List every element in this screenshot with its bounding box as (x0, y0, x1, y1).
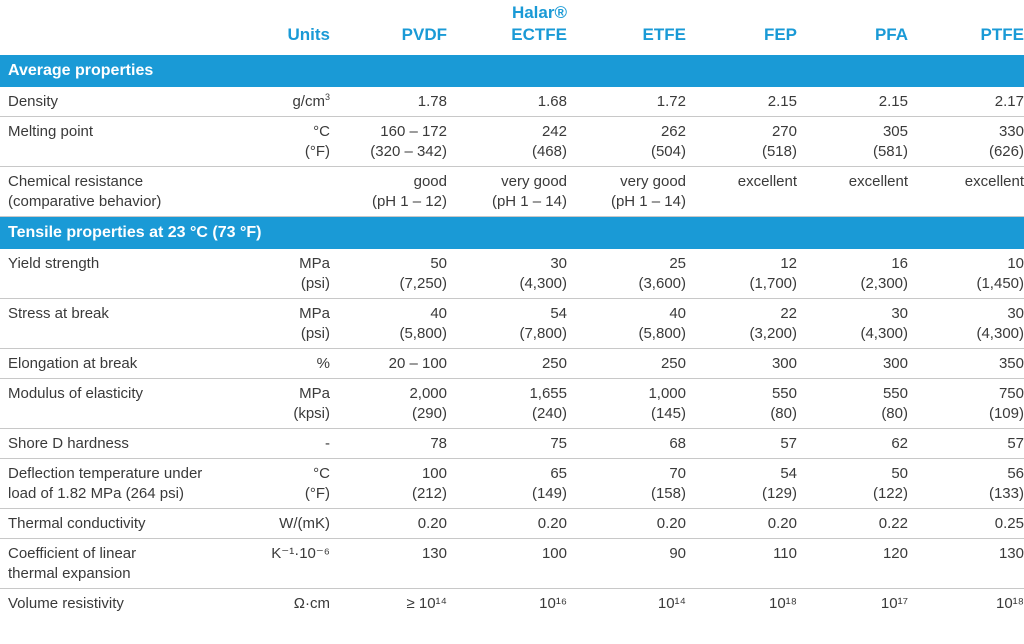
value-cell (567, 249, 686, 299)
unit-label: °C (313, 465, 330, 482)
value-text: 550 (771, 385, 797, 402)
value-cell (447, 249, 567, 299)
value-cell (447, 167, 567, 217)
header-col-main: ETFE (642, 25, 686, 44)
value-cell (686, 167, 797, 217)
value-text: (468) (531, 143, 567, 160)
value-cell (567, 87, 686, 117)
value-cell (797, 87, 908, 117)
value-cell (908, 429, 1024, 459)
value-text: (3,200) (749, 325, 797, 342)
value-cell (686, 299, 797, 349)
value-text: 110 (773, 545, 797, 562)
table-row (0, 349, 1024, 379)
value-cell (567, 539, 686, 589)
unit-label: (°F) (304, 143, 330, 160)
unit-label: (°F) (304, 485, 330, 502)
value-cell (797, 539, 908, 589)
value-text: 2.17 (994, 93, 1024, 110)
value-cell (686, 539, 797, 589)
value-text: 62 (891, 435, 908, 452)
value-cell (686, 87, 797, 117)
value-cell (908, 379, 1024, 429)
value-cell (797, 299, 908, 349)
table-row (0, 249, 1024, 299)
value-text: (518) (761, 143, 797, 160)
value-cell (567, 379, 686, 429)
value-text: 12 (780, 255, 797, 272)
value-cell (447, 509, 567, 539)
unit-label: W/(mK) (279, 515, 330, 532)
value-text: 100 (421, 465, 447, 482)
property-cell (0, 117, 245, 167)
property-label: Volume resistivity (8, 595, 124, 612)
value-cell (447, 299, 567, 349)
value-text: (1,450) (976, 275, 1024, 292)
value-cell (908, 509, 1024, 539)
property-cell (0, 349, 245, 379)
table-row (0, 509, 1024, 539)
value-text: 0.20 (767, 515, 797, 532)
property-label: Density (8, 93, 59, 110)
value-text: 10¹⁶ (539, 595, 567, 612)
header-col-main: FEP (763, 25, 797, 44)
value-text: 40 (669, 305, 686, 322)
value-text: 0.25 (994, 515, 1024, 532)
header-col-main: PTFE (980, 25, 1024, 44)
value-text: 30 (1007, 305, 1024, 322)
value-cell (797, 117, 908, 167)
value-text: (1,700) (749, 275, 797, 292)
value-cell (330, 87, 447, 117)
value-cell (567, 509, 686, 539)
value-text: 0.22 (878, 515, 908, 532)
unit-label: (kpsi) (293, 405, 330, 422)
value-cell (686, 459, 797, 509)
property-cell (0, 249, 245, 299)
value-text: 50 (891, 465, 908, 482)
table-row (0, 539, 1024, 589)
unit-cell (245, 249, 330, 299)
value-cell (330, 299, 447, 349)
value-text: (145) (650, 405, 686, 422)
value-text: 300 (882, 355, 908, 372)
value-cell (447, 117, 567, 167)
property-cell (0, 87, 245, 117)
value-text: 100 (541, 545, 567, 562)
unit-cell (245, 539, 330, 589)
value-text: excellent (737, 173, 797, 190)
property-label: (comparative behavior) (8, 193, 162, 210)
value-text: 54 (780, 465, 797, 482)
value-text: (122) (872, 485, 908, 502)
value-text: 22 (780, 305, 797, 322)
value-text: very good (501, 173, 567, 190)
value-text: (7,250) (399, 275, 447, 292)
value-cell (797, 459, 908, 509)
unit-cell (245, 379, 330, 429)
unit-label: % (316, 355, 330, 372)
value-text: very good (620, 173, 686, 190)
header-units: Units (287, 25, 330, 44)
value-text: (129) (761, 485, 797, 502)
value-text: (4,300) (860, 325, 908, 342)
property-label: Modulus of elasticity (8, 385, 144, 402)
value-cell (686, 349, 797, 379)
value-cell (567, 429, 686, 459)
value-text: 54 (550, 305, 567, 322)
value-cell (330, 539, 447, 589)
value-cell (908, 539, 1024, 589)
property-cell (0, 589, 245, 619)
property-cell (0, 459, 245, 509)
value-text: 120 (882, 545, 908, 562)
value-text: 0.20 (656, 515, 686, 532)
value-text: (7,800) (519, 325, 567, 342)
value-text: 750 (998, 385, 1024, 402)
header-col-4 (797, 0, 908, 55)
value-cell (447, 589, 567, 619)
value-text: (581) (872, 143, 908, 160)
unit-label: g/cm (292, 93, 325, 110)
value-text: 65 (550, 465, 567, 482)
value-text: 10 (1007, 255, 1024, 272)
table-row (0, 87, 1024, 117)
value-text: 25 (669, 255, 686, 272)
value-text: (4,300) (519, 275, 567, 292)
value-cell (686, 429, 797, 459)
section-header-row (0, 217, 1024, 250)
value-text: 2.15 (767, 93, 797, 110)
header-col-main: PFA (874, 25, 908, 44)
table-row (0, 167, 1024, 217)
value-cell (797, 429, 908, 459)
property-label: Melting point (8, 123, 94, 140)
value-cell (447, 379, 567, 429)
property-label: Chemical resistance (8, 173, 144, 190)
value-text: (290) (411, 405, 447, 422)
unit-cell (245, 117, 330, 167)
unit-label: (psi) (300, 275, 330, 292)
unit-cell (245, 459, 330, 509)
unit-superscript: 3 (324, 92, 330, 102)
value-cell (797, 379, 908, 429)
table-body (0, 55, 1024, 618)
value-cell (330, 167, 447, 217)
value-text: 350 (998, 355, 1024, 372)
unit-label: MPa (299, 305, 330, 322)
value-text: 330 (998, 123, 1024, 140)
section-header-row (0, 55, 1024, 87)
value-text: 0.20 (417, 515, 447, 532)
table-row (0, 459, 1024, 509)
unit-label: (psi) (300, 325, 330, 342)
property-label: Coefficient of linear (8, 545, 137, 562)
value-text: 30 (550, 255, 567, 272)
header-col-5 (908, 0, 1024, 55)
value-cell (567, 167, 686, 217)
value-text: 270 (771, 123, 797, 140)
value-text: good (413, 173, 447, 190)
property-label: load of 1.82 MPa (264 psi) (8, 485, 184, 502)
value-text: 300 (771, 355, 797, 372)
value-text: excellent (964, 173, 1024, 190)
property-cell (0, 167, 245, 217)
section-title: Tensile properties at 23 °C (73 °F) (0, 217, 1024, 250)
value-cell (908, 459, 1024, 509)
value-cell (330, 249, 447, 299)
value-cell (908, 167, 1024, 217)
value-cell (797, 249, 908, 299)
property-cell (0, 299, 245, 349)
value-cell (447, 429, 567, 459)
unit-label: - (325, 435, 330, 452)
property-cell (0, 539, 245, 589)
value-cell (908, 589, 1024, 619)
value-text: (320 – 342) (370, 143, 447, 160)
value-text: 305 (882, 123, 908, 140)
unit-cell (245, 349, 330, 379)
value-cell (330, 589, 447, 619)
value-text: 160 – 172 (380, 123, 447, 140)
value-cell (567, 459, 686, 509)
value-text: (pH 1 – 14) (491, 193, 567, 210)
unit-label: K⁻¹·10⁻⁶ (271, 545, 330, 562)
property-cell (0, 509, 245, 539)
value-text: 130 (421, 545, 447, 562)
value-cell (797, 509, 908, 539)
value-text: 75 (550, 435, 567, 452)
unit-cell (245, 429, 330, 459)
property-label: Deflection temperature under (8, 465, 203, 482)
header-row (0, 0, 1024, 55)
value-cell (567, 349, 686, 379)
header-col-main: ECTFE (511, 25, 567, 44)
value-text: 130 (998, 545, 1024, 562)
value-text: 10¹⁸ (995, 595, 1024, 612)
value-cell (686, 379, 797, 429)
value-text: 70 (669, 465, 686, 482)
value-cell (330, 117, 447, 167)
value-text: (pH 1 – 12) (371, 193, 447, 210)
value-cell (330, 429, 447, 459)
table-row (0, 379, 1024, 429)
value-text: (5,800) (638, 325, 686, 342)
value-text: (133) (988, 485, 1024, 502)
value-cell (567, 117, 686, 167)
table-row (0, 429, 1024, 459)
unit-label: MPa (299, 385, 330, 402)
value-cell (908, 349, 1024, 379)
value-text: 16 (891, 255, 908, 272)
value-cell (567, 299, 686, 349)
value-text: (5,800) (399, 325, 447, 342)
value-text: (626) (988, 143, 1024, 160)
value-cell (686, 117, 797, 167)
value-cell (908, 249, 1024, 299)
value-text: 56 (1007, 465, 1024, 482)
value-cell (447, 539, 567, 589)
value-cell (908, 87, 1024, 117)
value-cell (908, 117, 1024, 167)
value-cell (330, 379, 447, 429)
section-title: Average properties (0, 55, 1024, 87)
value-cell (797, 349, 908, 379)
header-col-2 (567, 0, 686, 55)
value-cell (908, 299, 1024, 349)
header-col-3 (686, 0, 797, 55)
property-cell (0, 379, 245, 429)
value-text: (80) (881, 405, 908, 422)
value-cell (447, 87, 567, 117)
value-text: 78 (430, 435, 447, 452)
value-text: (212) (411, 485, 447, 502)
header-col-top: Halar® (511, 3, 567, 22)
property-label: Yield strength (8, 255, 100, 272)
value-text: 0.20 (537, 515, 567, 532)
value-cell (567, 589, 686, 619)
unit-cell (245, 167, 330, 217)
value-text: (149) (531, 485, 567, 502)
value-cell (686, 589, 797, 619)
unit-label: °C (313, 123, 330, 140)
property-label: Shore D hardness (8, 435, 129, 452)
value-text: 40 (430, 305, 447, 322)
value-text: 1.72 (656, 93, 686, 110)
value-text: (158) (650, 485, 686, 502)
value-text: 90 (669, 545, 686, 562)
value-cell (330, 459, 447, 509)
value-text: 10¹⁸ (768, 595, 797, 612)
value-text: 1.78 (417, 93, 447, 110)
value-text: 1,000 (648, 385, 686, 402)
value-cell (330, 349, 447, 379)
value-text: 2,000 (409, 385, 447, 402)
value-text: 250 (660, 355, 686, 372)
value-text: (2,300) (860, 275, 908, 292)
value-text: 68 (669, 435, 686, 452)
unit-label: MPa (299, 255, 330, 272)
value-text: 1.68 (537, 93, 567, 110)
property-label: thermal expansion (8, 565, 131, 582)
value-text: 30 (891, 305, 908, 322)
header-col-0 (330, 0, 447, 55)
unit-cell (245, 589, 330, 619)
table-row (0, 299, 1024, 349)
property-label: Stress at break (8, 305, 109, 322)
value-text: 10¹⁴ (657, 595, 686, 612)
value-text: 10¹⁷ (880, 595, 908, 612)
value-text: 242 (541, 123, 567, 140)
value-text: 57 (780, 435, 797, 452)
unit-cell (245, 87, 330, 117)
value-text: (109) (988, 405, 1024, 422)
value-text: (504) (650, 143, 686, 160)
value-cell (330, 509, 447, 539)
table-row (0, 117, 1024, 167)
value-text: (80) (770, 405, 797, 422)
value-text: 250 (541, 355, 567, 372)
value-text: 2.15 (878, 93, 908, 110)
value-text: (3,600) (638, 275, 686, 292)
value-text: 20 – 100 (388, 355, 447, 372)
value-text: 57 (1007, 435, 1024, 452)
property-label: Thermal conductivity (8, 515, 146, 532)
value-cell (447, 459, 567, 509)
value-text: 262 (660, 123, 686, 140)
property-cell (0, 429, 245, 459)
header-col-1 (447, 0, 567, 55)
value-cell (797, 167, 908, 217)
value-cell (686, 509, 797, 539)
property-label: Elongation at break (8, 355, 138, 372)
value-cell (447, 349, 567, 379)
value-cell (686, 249, 797, 299)
value-text: 550 (882, 385, 908, 402)
value-text: ≥ 10¹⁴ (406, 595, 447, 612)
value-text: 1,655 (529, 385, 567, 402)
header-col-main: PVDF (401, 25, 447, 44)
unit-cell (245, 509, 330, 539)
value-text: (4,300) (976, 325, 1024, 342)
value-text: (240) (531, 405, 567, 422)
value-text: 50 (430, 255, 447, 272)
value-text: excellent (848, 173, 908, 190)
value-text: (pH 1 – 14) (610, 193, 686, 210)
header-property (0, 0, 245, 55)
value-cell (797, 589, 908, 619)
unit-label: Ω·cm (293, 595, 330, 612)
unit-cell (245, 299, 330, 349)
table-row (0, 589, 1024, 619)
